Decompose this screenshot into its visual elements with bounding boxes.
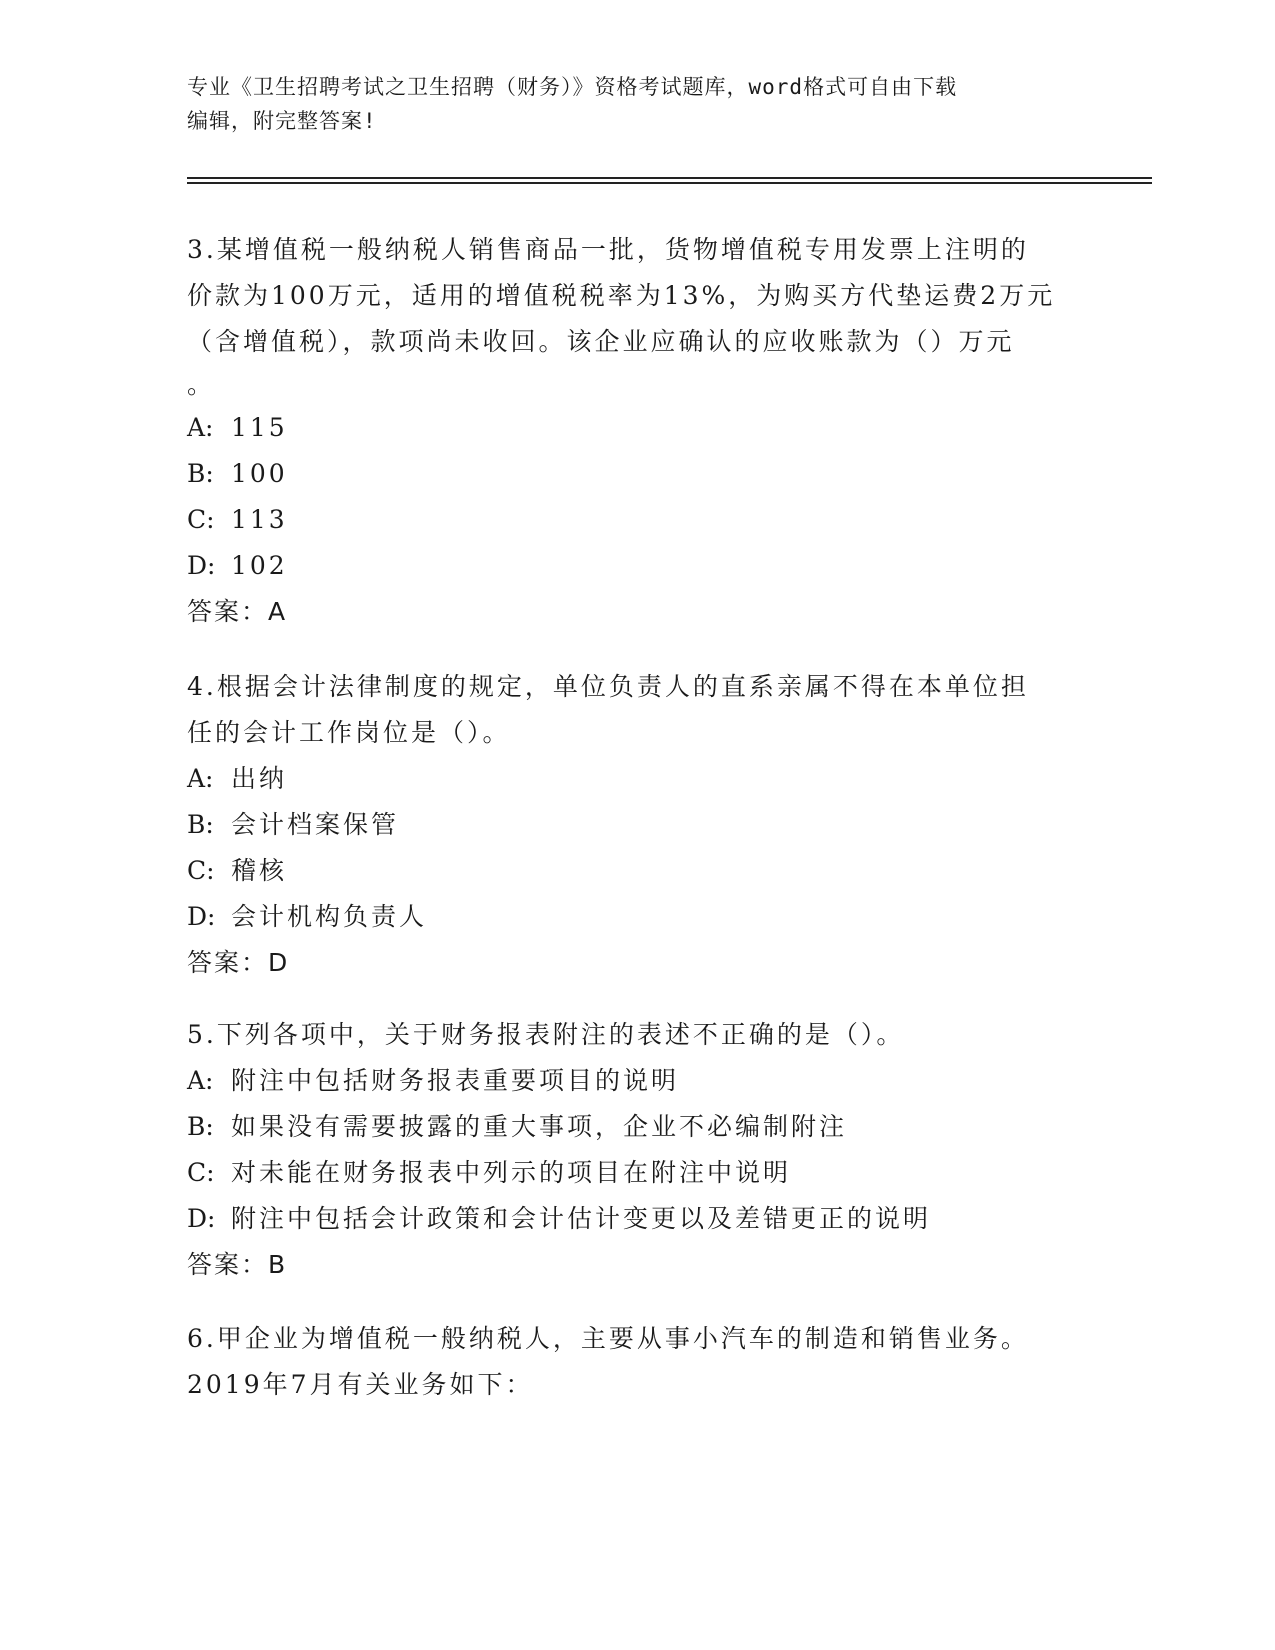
question-text-line: 价款为100万元，适用的增值税税率为13%，为购买方代垫运费2万元 — [187, 281, 1056, 310]
question-text-line: 任的会计工作岗位是（）。 — [187, 718, 511, 747]
question-6 — [187, 1316, 1087, 1408]
option-text: 对未能在财务报表中列示的项目在附注中说明 — [231, 1158, 792, 1187]
question-4 — [187, 664, 1087, 986]
option-c — [187, 497, 1087, 543]
option-text: 100 — [231, 459, 288, 488]
option-a — [187, 405, 1087, 451]
option-d — [187, 894, 1087, 940]
header-line-1: 专业《卫生招聘考试之卫生招聘（财务）》资格考试题库，word格式可自由下载 — [187, 75, 958, 99]
option-letter: D: — [187, 1204, 216, 1233]
option-letter: A: — [187, 764, 214, 793]
option-letter: B: — [187, 1112, 214, 1141]
option-b — [187, 802, 1087, 848]
option-b — [187, 451, 1087, 497]
question-text-line: 3.某增值税一般纳税人销售商品一批，货物增值税专用发票上注明的 — [187, 235, 1029, 264]
option-letter: C: — [187, 856, 215, 885]
question-text-line: 5.下列各项中，关于财务报表附注的表述不正确的是（）。 — [187, 1020, 905, 1049]
option-letter: D: — [187, 902, 216, 931]
option-c — [187, 848, 1087, 894]
header-line-2: 编辑，附完整答案! — [187, 109, 377, 133]
option-letter: A: — [187, 1066, 214, 1095]
option-text: 稽核 — [231, 856, 288, 885]
option-text: 出纳 — [231, 764, 288, 793]
answer: 答案：B — [187, 1250, 288, 1279]
option-text: 102 — [231, 551, 288, 580]
option-text: 会计档案保管 — [231, 810, 400, 839]
option-text: 如果没有需要披露的重大事项，企业不必编制附注 — [231, 1112, 848, 1141]
option-letter: A: — [187, 413, 214, 442]
option-letter: C: — [187, 1158, 215, 1187]
question-text-line: 4.根据会计法律制度的规定，单位负责人的直系亲属不得在本单位担 — [187, 672, 1029, 701]
document-header — [187, 70, 1087, 138]
question-5 — [187, 1012, 1087, 1288]
option-text: 附注中包括会计政策和会计估计变更以及差错更正的说明 — [231, 1204, 932, 1233]
option-d — [187, 1196, 1087, 1242]
header-divider-top — [187, 177, 1152, 179]
option-letter: D: — [187, 551, 216, 580]
option-text: 115 — [231, 413, 288, 442]
question-text-line: 。 — [187, 370, 216, 399]
option-a — [187, 1058, 1087, 1104]
option-letter: B: — [187, 810, 214, 839]
answer: 答案：A — [187, 597, 288, 626]
question-text-line: 2019年7月有关业务如下： — [187, 1370, 534, 1399]
option-a — [187, 756, 1087, 802]
option-letter: B: — [187, 459, 214, 488]
question-text-line: （含增值税），款项尚未收回。该企业应确认的应收账款为（）万元 — [187, 327, 1015, 356]
question-3 — [187, 227, 1087, 635]
option-d — [187, 543, 1087, 589]
option-text: 113 — [231, 505, 288, 534]
option-b — [187, 1104, 1087, 1150]
option-text: 附注中包括财务报表重要项目的说明 — [231, 1066, 680, 1095]
header-divider-bottom — [187, 182, 1152, 184]
question-text-line: 6.甲企业为增值税一般纳税人，主要从事小汽车的制造和销售业务。 — [187, 1324, 1029, 1353]
option-c — [187, 1150, 1087, 1196]
option-text: 会计机构负责人 — [231, 902, 428, 931]
option-letter: C: — [187, 505, 215, 534]
answer: 答案：D — [187, 948, 290, 977]
